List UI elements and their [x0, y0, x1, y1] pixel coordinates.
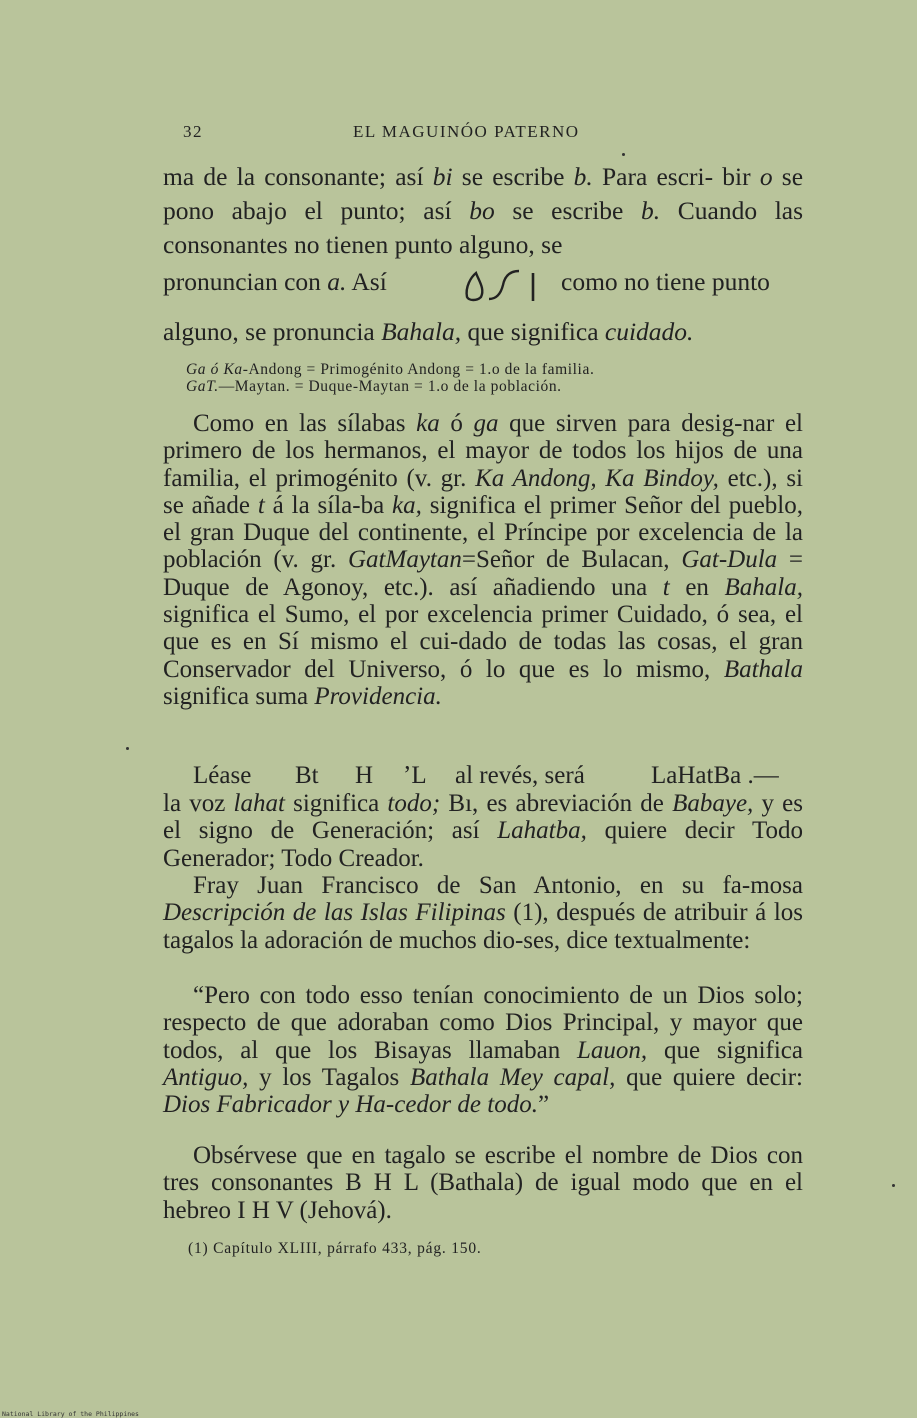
print-speck	[622, 153, 625, 156]
library-credit: National Library of the Philippines	[2, 1410, 139, 1418]
note-line-2: GaT.—Maytan. = Duque-Maytan = 1.o de la población.	[186, 377, 562, 395]
paragraph-opening: ma de la consonante; así bi se escribe b. Para escri- bir o se pono abajo el punto; así bo se escribe b. Cuando las consonantes no tienen punto alguno, se	[163, 162, 804, 259]
print-speck	[126, 747, 129, 750]
running-header	[165, 122, 805, 146]
lease-line: Léase Bt H ʼL al revés, será LaHatBa .—	[193, 762, 779, 789]
running-title: EL MAGUINÓO PATERNO	[353, 122, 580, 141]
paragraph-quote: “Pero con todo esso tenían conocimiento de un Dios solo; respecto de que adoraban como Dios Principal, y mayor que todos, al que los Bisayas llamaban Lauon, que significa Antiguo, y los Tagalos Bathala Mey capal, que quiere decir: Dios Fabricador y Ha-cedor de todo.”	[163, 982, 803, 1119]
baybayin-example-line: pronuncian con a. Así como no tiene punto	[163, 263, 803, 303]
paragraph-gat: Como en las sílabas ka ó ga que sirven para desig-nar el primero de los hermanos, el mayor de todos los hijos de una familia, el primogénito (v. gr. Ka Andong, Ka Bindoy, etc.), si se añade t á la síla-ba ka, significa el primer Señor del pueblo, el gran Duque del continente, el Príncipe por excelencia de la población (v. gr. GatMaytan=Señor de Bulacan, Gat-Dula = Duque de Agonoy, etc.). así añadiendo una t en Bahala, significa el Sumo, el por excelencia primer Cuidado, ó sea, el que es en Sí mismo el cui-dado de todas las cosas, el gran Conservador del Universo, ó lo que es lo mismo, Bathala significa suma Providencia.	[163, 410, 804, 710]
paragraph-lahat: la voz lahat significa todo; Bı, es abreviación de Babaye, y es el signo de Generación; así Lahatba, quiere decir Todo Generador; Todo Creador.	[163, 790, 804, 872]
note-line-1: Ga ó Ka-Andong = Primogénito Andong = 1.o de la familia.	[186, 361, 595, 378]
paragraph-bahala: alguno, se pronuncia Bahala, que significa cuidado.	[163, 317, 694, 346]
baybayin-bahala-glyph	[463, 263, 543, 303]
paragraph-bhl: Obsérvese que en tagalo se escribe el nombre de Dios con tres consonantes B H L (Bathala) de igual modo que en el hebreo I H V (Jehová).	[163, 1142, 803, 1224]
print-speck	[892, 1184, 895, 1187]
glossary-notes	[186, 362, 786, 395]
page-number: 32	[183, 122, 203, 141]
paragraph-fray-juan: Fray Juan Francisco de San Antonio, en su fa-mosa Descripción de las Islas Filipinas (1), después de atribuir á los tagalos la adoración de muchos dio-ses, dice textualmente:	[163, 872, 803, 954]
footnote: (1) Capítulo XLIII, párrafo 433, pág. 150.	[188, 1240, 482, 1257]
